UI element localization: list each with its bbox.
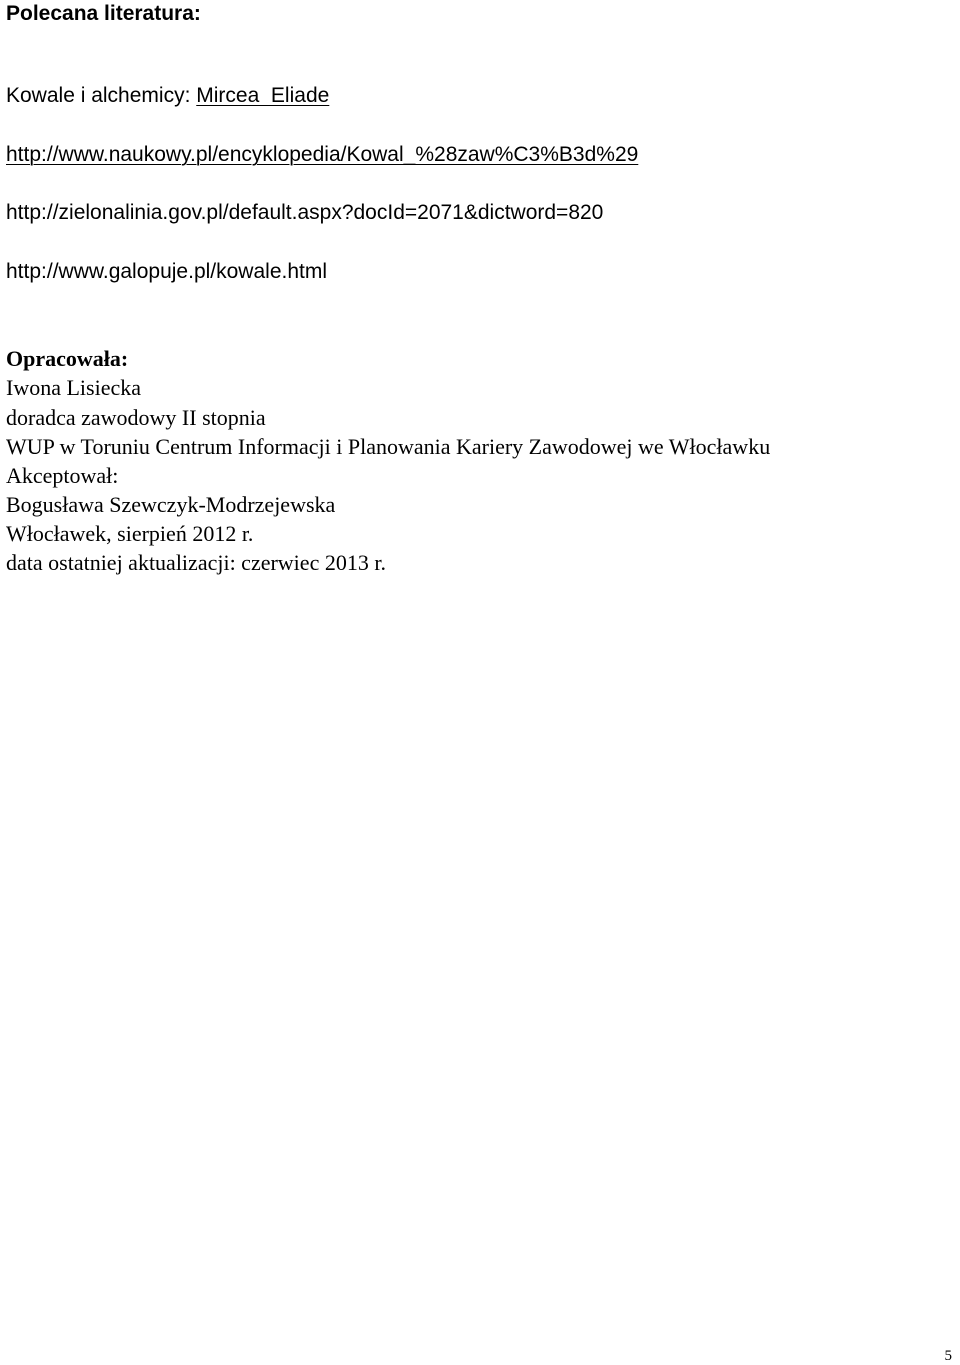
- book-title: Kowale i alchemicy:: [6, 84, 197, 107]
- institution-name: WUP w Toruniu Centrum Informacji i Planowania Kariery Zawodowej we Włocławku: [6, 434, 771, 459]
- accepted-by-name: Bogusława Szewczyk-Modrzejewska: [6, 492, 336, 517]
- recommended-literature-heading: Polecana literatura:: [6, 2, 201, 25]
- book-reference: [6, 83, 329, 109]
- book-author-link[interactable]: Mircea Eliade: [196, 84, 330, 107]
- last-update-date: data ostatniej aktualizacji: czerwiec 2013 r.: [6, 550, 386, 575]
- author-role: doradca zawodowy II stopnia: [6, 405, 266, 430]
- place-and-date: Włocławek, sierpień 2012 r.: [6, 521, 254, 546]
- reference-link-zielonalinia[interactable]: [6, 200, 603, 226]
- reference-link-galopuje[interactable]: [6, 259, 327, 285]
- accepted-by-label: Akceptował:: [6, 463, 119, 488]
- prepared-by-label: Opracowała:: [6, 346, 129, 371]
- page-number: 5: [944, 1348, 952, 1364]
- reference-link-zielonalinia-text[interactable]: http://zielonalinia.gov.pl/default.aspx?docId=2071&dictword=820: [6, 201, 604, 224]
- author-name: Iwona Lisiecka: [6, 375, 141, 400]
- reference-link-naukowy-text[interactable]: http://www.naukowy.pl/encyklopedia/Kowal_%28zaw%C3%B3d%29: [6, 143, 639, 166]
- reference-link-naukowy[interactable]: [6, 142, 638, 168]
- reference-link-galopuje-text[interactable]: http://www.galopuje.pl/kowale.html: [6, 260, 327, 283]
